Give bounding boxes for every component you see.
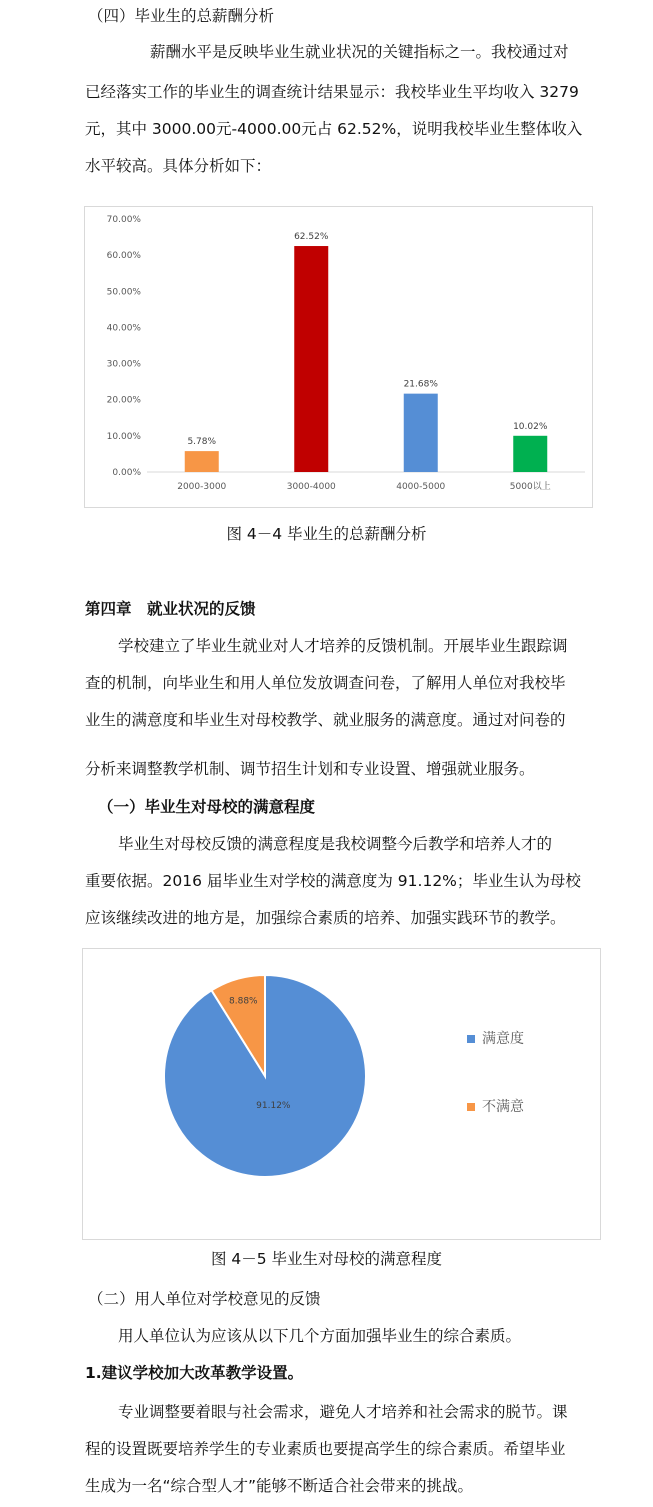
section-heading-satisfaction: （一）毕业生对母校的满意程度: [98, 798, 316, 816]
paragraph-line: 应该继续改进的地方是，加强综合素质的培养、加强实践环节的教学。: [85, 909, 566, 927]
y-tick-label: 0.00%: [112, 468, 141, 478]
x-tick-label: 3000-4000: [286, 482, 336, 492]
data-label: 8.88%: [229, 996, 258, 1007]
data-label: 10.02%: [513, 421, 548, 432]
legend-swatch: [467, 1035, 475, 1043]
y-tick-label: 20.00%: [106, 395, 141, 406]
item-heading: 1.建议学校加大改革教学设置。: [85, 1364, 304, 1382]
legend-label: 不满意: [482, 1099, 524, 1115]
paragraph-line: 查的机制，向毕业生和用人单位发放调查问卷，了解用人单位对我校毕: [85, 674, 566, 692]
section-heading-salary: （四）毕业生的总薪酬分析: [88, 7, 275, 25]
bar: [185, 451, 219, 472]
satisfaction-pie-chart: [82, 948, 601, 1240]
y-tick-label: 30.00%: [106, 359, 141, 370]
x-tick-label: 4000-5000: [396, 482, 446, 492]
figure-caption-satisfaction: 图 4－5 毕业生对母校的满意程度: [210, 1250, 443, 1268]
bar: [294, 246, 328, 472]
section-heading-employer: （二）用人单位对学校意见的反馈: [88, 1290, 321, 1308]
x-tick-label: 5000以上: [509, 482, 551, 492]
satisfaction-pie-chart-svg: [83, 949, 600, 1239]
paragraph-line: 水平较高。具体分析如下：: [85, 157, 272, 175]
paragraph-line: 程的设置既要培养学生的专业素质也要提高学生的综合素质。希望毕业: [85, 1440, 566, 1458]
data-label: 62.52%: [294, 232, 329, 243]
chapter-heading: 第四章 就业状况的反馈: [85, 600, 256, 618]
bar: [513, 436, 547, 472]
y-tick-label: 50.00%: [106, 287, 141, 298]
paragraph-line: 分析来调整教学机制、调节招生计划和专业设置、增强就业服务。: [85, 760, 535, 778]
data-label: 91.12%: [256, 1101, 291, 1112]
paragraph-line: 薪酬水平是反映毕业生就业状况的关键指标之一。我校通过对: [150, 43, 569, 61]
y-tick-label: 40.00%: [106, 323, 141, 334]
salary-bar-chart: [84, 206, 593, 508]
paragraph-line: 元，其中 3000.00元-4000.00元占 62.52%，说明我校毕业生整体收入: [85, 120, 583, 138]
paragraph-line: 毕业生对母校反馈的满意程度是我校调整今后教学和培养人才的: [118, 835, 553, 853]
y-tick-label: 70.00%: [106, 215, 141, 225]
legend-swatch: [467, 1103, 475, 1111]
paragraph-line: 学校建立了毕业生就业对人才培养的反馈机制。开展毕业生跟踪调: [118, 637, 568, 655]
legend-label: 满意度: [482, 1031, 524, 1047]
data-label: 5.78%: [187, 437, 217, 448]
paragraph-line: 生成为一名“综合型人才”能够不断适合社会带来的挑战。: [85, 1477, 474, 1495]
paragraph-line: 用人单位认为应该从以下几个方面加强毕业生的综合素质。: [118, 1327, 522, 1345]
y-tick-label: 60.00%: [106, 251, 141, 262]
bar: [404, 394, 438, 472]
data-label: 21.68%: [403, 379, 438, 390]
paragraph-line: 重要依据。2016 届毕业生对学校的满意度为 91.12%；毕业生认为母校: [85, 872, 581, 890]
paragraph-line: 已经落实工作的毕业生的调查统计结果显示：我校毕业生平均收入 3279: [85, 83, 579, 101]
paragraph-line: 业生的满意度和毕业生对母校教学、就业服务的满意度。通过对问卷的: [85, 711, 566, 729]
figure-caption-salary: 图 4－4 毕业生的总薪酬分析: [226, 525, 427, 543]
salary-bar-chart-svg: [85, 207, 592, 507]
y-tick-label: 10.00%: [106, 431, 141, 442]
x-tick-label: 2000-3000: [177, 482, 227, 492]
paragraph-line: 专业调整要着眼与社会需求，避免人才培养和社会需求的脱节。课: [118, 1403, 568, 1421]
